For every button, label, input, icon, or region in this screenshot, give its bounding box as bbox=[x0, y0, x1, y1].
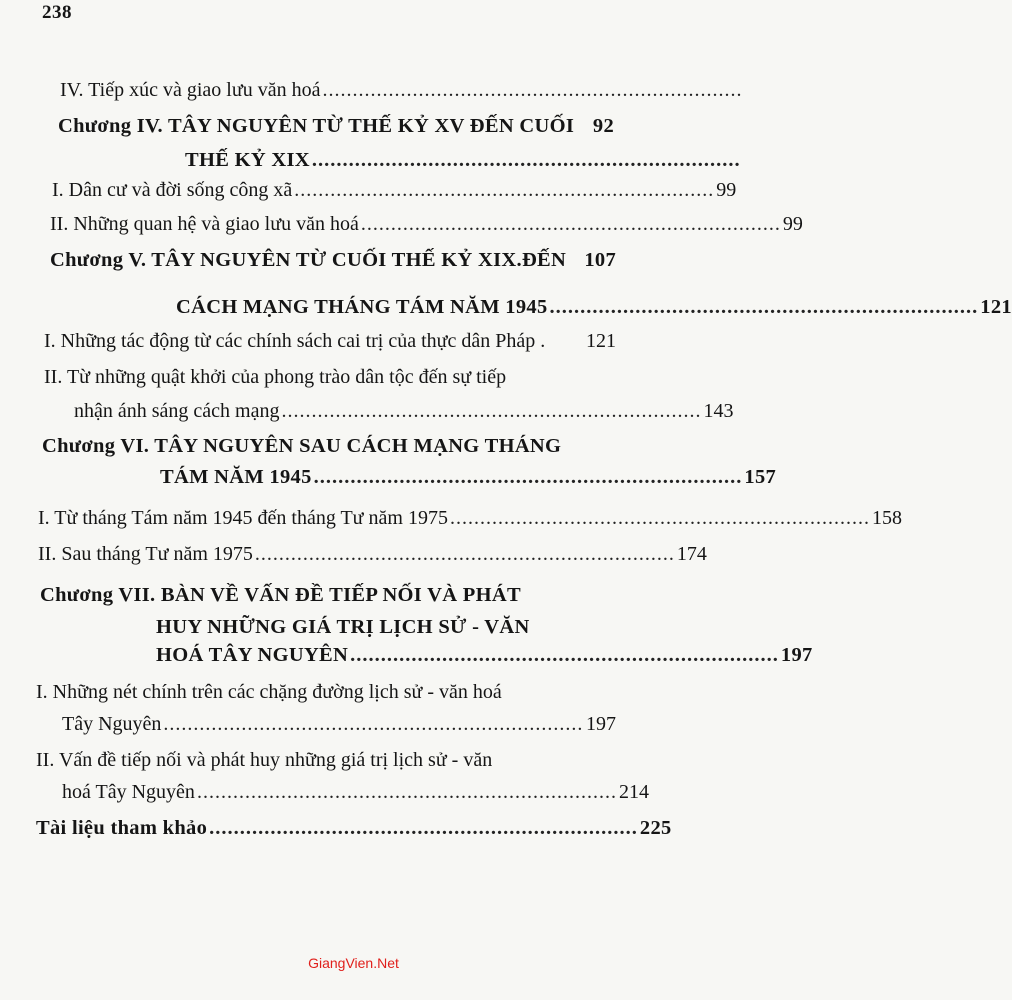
toc-chapter-heading bbox=[160, 466, 777, 488]
dot-leader: ...................................................................... bbox=[163, 713, 584, 735]
toc-entry-title: I. Từ tháng Tám năm 1945 đến tháng Tư năm 1975 bbox=[38, 507, 448, 529]
dot-leader: ...................................................................... bbox=[209, 817, 638, 839]
toc-entry bbox=[36, 750, 616, 770]
toc-entry-title: CÁCH MẠNG THÁNG TÁM NĂM 1945 bbox=[176, 296, 548, 318]
toc-entry-title: THẾ KỶ XIX bbox=[185, 149, 310, 171]
toc-entry-title: II. Vấn đề tiếp nối và phát huy những giá trị lịch sử - văn bbox=[36, 749, 493, 771]
toc-entry-title: IV. Tiếp xúc và giao lưu văn hoá bbox=[60, 79, 321, 101]
toc-entry bbox=[38, 507, 902, 529]
toc-page-number: 121 bbox=[586, 330, 616, 352]
toc-chapter-heading bbox=[58, 116, 614, 137]
dot-leader: ...................................................................... bbox=[313, 466, 743, 488]
toc-entry-title: Tây Nguyên bbox=[62, 713, 162, 735]
toc-entry-title: I. Những tác động từ các chính sách cai trị của thực dân Pháp . bbox=[44, 330, 546, 352]
dot-leader: ...................................................................... bbox=[322, 79, 743, 101]
toc-chapter-heading bbox=[185, 149, 741, 171]
toc-entry bbox=[52, 179, 737, 201]
toc-page-number: 197 bbox=[780, 644, 813, 666]
toc-chapter-heading bbox=[40, 585, 616, 606]
toc-entry-title: HUY NHỮNG GIÁ TRỊ LỊCH SỬ - VĂN bbox=[156, 616, 530, 638]
dot-leader: ...................................................................... bbox=[196, 781, 617, 803]
toc-entry-title: II. Từ những quật khởi của phong trào dân tộc đến sự tiếp bbox=[44, 366, 507, 388]
toc-entry bbox=[62, 714, 616, 734]
toc-page-number: 158 bbox=[871, 507, 902, 529]
toc-entry-title: II. Sau tháng Tư năm 1975 bbox=[38, 543, 253, 565]
toc-page-number: 121 bbox=[980, 296, 1012, 318]
watermark: GiangVien.Net bbox=[308, 955, 399, 971]
dot-leader: ...................................................................... bbox=[311, 149, 741, 171]
toc-entry-title: Chương IV. TÂY NGUYÊN TỪ THẾ KỶ XV ĐẾN CUỐI bbox=[58, 115, 575, 137]
toc-page-number: 157 bbox=[744, 466, 777, 488]
toc-entry-title: TÁM NĂM 1945 bbox=[160, 466, 312, 488]
toc-chapter-heading bbox=[42, 436, 616, 457]
toc-page-number: 174 bbox=[676, 543, 707, 565]
toc-entry bbox=[36, 682, 616, 702]
toc-entry-title: Chương V. TÂY NGUYÊN TỪ CUỐI THẾ KỶ XIX.ĐẾN bbox=[50, 249, 567, 271]
toc-entry bbox=[60, 79, 743, 101]
toc-page-number: 197 bbox=[586, 713, 616, 735]
toc-chapter-heading bbox=[176, 296, 1012, 318]
toc-entry-title: I. Dân cư và đời sống công xã bbox=[52, 179, 293, 201]
toc-entry-title: II. Những quan hệ và giao lưu văn hoá bbox=[50, 213, 359, 235]
toc-entry-title: nhận ánh sáng cách mạng bbox=[74, 400, 280, 422]
toc-page-number: 107 bbox=[584, 249, 616, 271]
dot-leader: ...................................................................... bbox=[294, 179, 715, 201]
toc-entry bbox=[38, 543, 707, 565]
toc-chapter-heading bbox=[156, 644, 813, 666]
toc-page-number: 99 bbox=[716, 179, 737, 201]
toc-entry-title: I. Những nét chính trên các chặng đường lịch sử - văn hoá bbox=[36, 681, 502, 703]
toc-page-number: 225 bbox=[639, 817, 672, 839]
toc-entry bbox=[74, 400, 734, 422]
toc-entry-title: Chương VII. BÀN VỀ VẤN ĐỀ TIẾP NỐI VÀ PHÁT bbox=[40, 584, 521, 606]
dot-leader: ...................................................................... bbox=[549, 296, 979, 318]
toc-entry-title: Chương VI. TÂY NGUYÊN SAU CÁCH MẠNG THÁNG bbox=[42, 435, 562, 457]
dot-leader: ...................................................................... bbox=[254, 543, 675, 565]
toc-page-number: 214 bbox=[618, 781, 649, 803]
page-number: 238 bbox=[42, 2, 72, 23]
toc-entry bbox=[44, 367, 616, 387]
toc-entry-title: Tài liệu tham khảo bbox=[36, 817, 208, 839]
dot-leader: ...................................................................... bbox=[449, 507, 870, 529]
toc-entry-title: HOÁ TÂY NGUYÊN bbox=[156, 644, 349, 666]
dot-leader: ...................................................................... bbox=[360, 213, 781, 235]
toc-chapter-heading bbox=[156, 617, 616, 638]
toc-entry-title: hoá Tây Nguyên bbox=[62, 781, 195, 803]
toc-entry bbox=[44, 331, 616, 351]
dot-leader: ...................................................................... bbox=[281, 400, 702, 422]
toc-page-number: 92 bbox=[592, 115, 614, 137]
toc-entry bbox=[50, 213, 803, 235]
toc-entry bbox=[36, 817, 672, 839]
dot-leader: ...................................................................... bbox=[350, 644, 779, 666]
toc-page-number: 143 bbox=[703, 400, 734, 422]
toc-chapter-heading bbox=[50, 250, 616, 271]
toc-entry bbox=[62, 781, 649, 803]
toc-page-number: 99 bbox=[782, 213, 803, 235]
